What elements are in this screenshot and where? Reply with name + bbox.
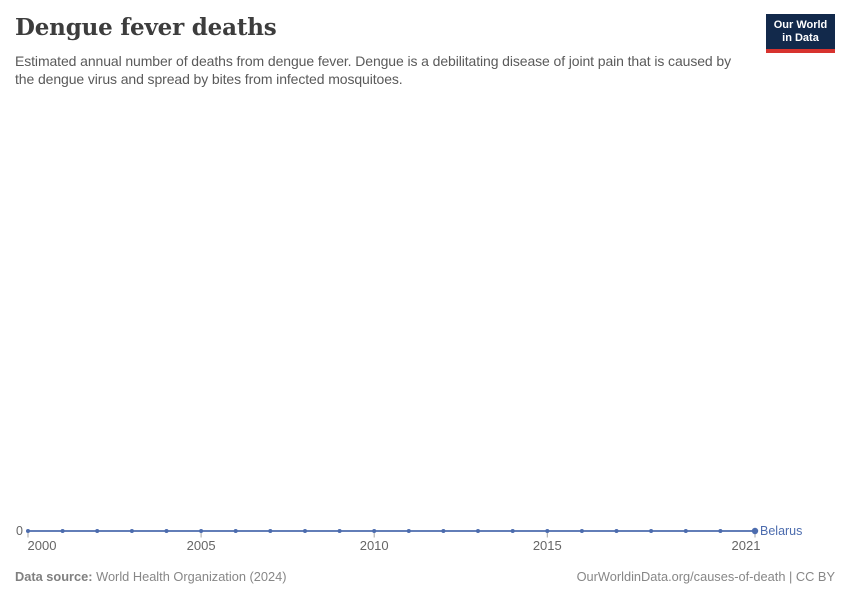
data-point[interactable] xyxy=(130,529,134,533)
axis-ticks xyxy=(28,533,755,538)
data-source-label: Data source: xyxy=(15,569,93,584)
owid-logo-line1: Our World xyxy=(773,19,828,31)
data-point[interactable] xyxy=(338,529,342,533)
data-point[interactable] xyxy=(718,529,722,533)
x-tick-label-2015: 2015 xyxy=(532,538,562,553)
data-point[interactable] xyxy=(165,529,169,533)
data-point[interactable] xyxy=(684,529,688,533)
chart-subtitle: Estimated annual number of deaths from dengue fever. Dengue is a debilitating disease of joint pain that is caused by the dengue virus and spread by bites from infected mosquitoes. xyxy=(15,53,731,87)
data-source-value: World Health Organization (2024) xyxy=(96,569,287,584)
data-point[interactable] xyxy=(61,529,65,533)
data-point[interactable] xyxy=(476,529,480,533)
data-point[interactable] xyxy=(752,528,758,534)
data-point[interactable] xyxy=(26,529,30,533)
chart-title: Dengue fever deaths xyxy=(15,14,277,41)
data-point[interactable] xyxy=(234,529,238,533)
x-tick-label-2005: 2005 xyxy=(186,538,216,553)
data-point[interactable] xyxy=(407,529,411,533)
x-tick-label-2010: 2010 xyxy=(359,538,389,553)
entity-label-belarus[interactable]: Belarus xyxy=(760,524,803,538)
x-tick-label-2021: 2021 xyxy=(731,538,761,553)
data-point[interactable] xyxy=(545,529,549,533)
data-point[interactable] xyxy=(199,529,203,533)
data-point[interactable] xyxy=(268,529,272,533)
data-point[interactable] xyxy=(303,529,307,533)
data-point[interactable] xyxy=(441,529,445,533)
data-point[interactable] xyxy=(615,529,619,533)
data-point[interactable] xyxy=(649,529,653,533)
owid-logo-line2: in Data xyxy=(782,31,819,44)
data-point[interactable] xyxy=(372,529,376,533)
footer-link[interactable]: OurWorldinData.org/causes-of-death | CC BY xyxy=(576,569,835,584)
data-source-note xyxy=(15,569,287,584)
data-point[interactable] xyxy=(95,529,99,533)
data-point[interactable] xyxy=(580,529,584,533)
data-point[interactable] xyxy=(511,529,515,533)
x-tick-label-2000: 2000 xyxy=(27,538,57,553)
y-axis-zero-label: 0 xyxy=(16,524,23,538)
data-line-group xyxy=(26,528,758,534)
